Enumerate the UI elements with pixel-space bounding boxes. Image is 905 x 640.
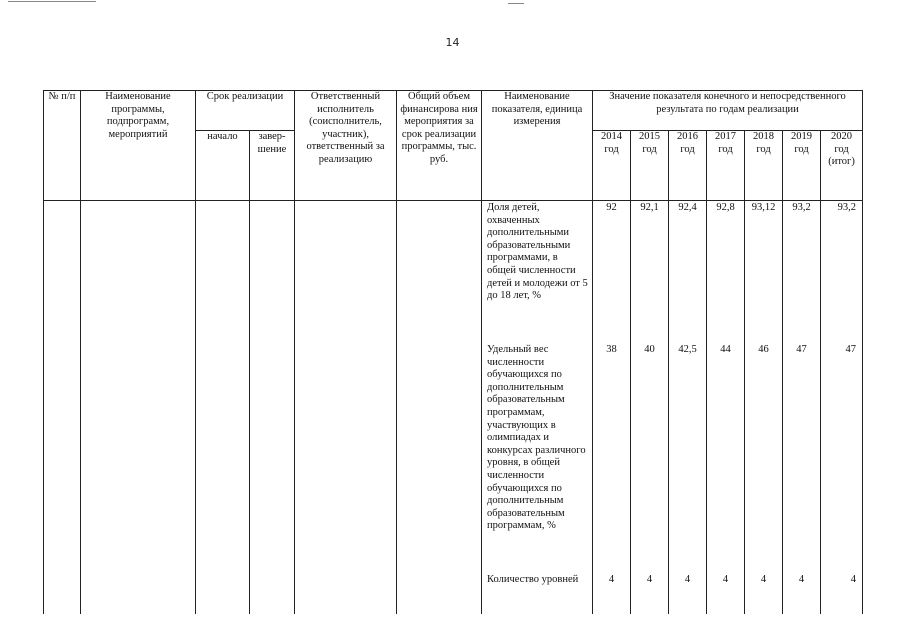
indicator-value: 4 <box>646 574 653 585</box>
indicator-value: 38 <box>606 344 617 355</box>
number-cell <box>44 201 81 615</box>
indicator-value: 40 <box>644 344 655 355</box>
start-cell <box>196 201 250 615</box>
table-row <box>44 201 863 615</box>
indicator-value: 92,4 <box>678 202 697 213</box>
indicator-value: 92,8 <box>716 202 735 213</box>
year-2018-cell <box>745 201 783 615</box>
funding-cell <box>397 201 482 615</box>
indicator-value: 44 <box>720 344 731 355</box>
end-cell <box>250 201 295 615</box>
header-year-2017: 2017 год <box>707 131 745 201</box>
header-responsible: Ответственный исполнитель (соисполнитель, участник), ответственный за реализацию <box>295 91 397 201</box>
indicator-value: 47 <box>845 344 857 355</box>
program-indicators-table <box>43 90 863 614</box>
header-program-name: Наименование программы, подпрограмм, мероприятий <box>81 91 196 201</box>
indicator-value: 4 <box>722 574 729 585</box>
indicator-value: 93,2 <box>837 202 857 213</box>
header-year-2016: 2016 год <box>669 131 707 201</box>
indicator-value: 92,1 <box>640 202 659 213</box>
indicator-value: 4 <box>850 574 857 585</box>
indicator-value: 4 <box>760 574 767 585</box>
header-end: завер-шение <box>250 131 295 201</box>
indicator-name: Удельный вес численности обучающихся по дополнительным образовательным программам, участвующих в олимпиадах и конкурсах различного уровня, в общей численности обучающихся по дополнительным образовательным программам, % <box>487 344 586 532</box>
indicator-value: 93,12 <box>751 202 776 213</box>
indicator-value: 92 <box>606 202 617 213</box>
scan-artifact-left <box>8 1 96 2</box>
indicator-value: 46 <box>758 344 769 355</box>
indicator-value: 42,5 <box>678 344 697 355</box>
year-2014-cell <box>593 201 631 615</box>
year-2016-cell <box>669 201 707 615</box>
page-number: 14 <box>445 36 460 49</box>
header-period: Срок реализации <box>196 91 295 131</box>
year-2019-cell <box>783 201 821 615</box>
header-start: начало <box>196 131 250 201</box>
responsible-cell <box>295 201 397 615</box>
header-funding: Общий объем финансирова ния мероприятия за срок реализации программы, тыс. руб. <box>397 91 482 201</box>
indicator-value: 47 <box>796 344 807 355</box>
year-2015-cell <box>631 201 669 615</box>
header-number: № п/п <box>44 91 81 201</box>
header-indicator: Наименование показателя, единица измерения <box>482 91 593 201</box>
indicator-value: 4 <box>798 574 805 585</box>
indicator-value: 4 <box>684 574 691 585</box>
indicator-value: 93,2 <box>792 202 811 213</box>
year-2020-cell <box>821 201 863 615</box>
header-year-2020: 2020 год (итог) <box>821 131 863 201</box>
year-2017-cell <box>707 201 745 615</box>
header-year-2019: 2019 год <box>783 131 821 201</box>
header-year-2014: 2014 год <box>593 131 631 201</box>
header-year-2015: 2015 год <box>631 131 669 201</box>
program-name-cell <box>81 201 196 615</box>
indicator-value: 4 <box>608 574 615 585</box>
scan-artifact-right <box>508 3 524 4</box>
indicator-cell <box>482 201 593 615</box>
header-result-values: Значение показателя конечного и непосредственного результата по годам реализации <box>593 91 863 131</box>
indicator-name: Доля детей, охваченных дополнительными образовательными программами, в общей численности детей и молодежи от 5 до 18 лет, % <box>487 202 588 302</box>
indicator-name: Количество уровней <box>487 574 579 585</box>
header-year-2018: 2018 год <box>745 131 783 201</box>
